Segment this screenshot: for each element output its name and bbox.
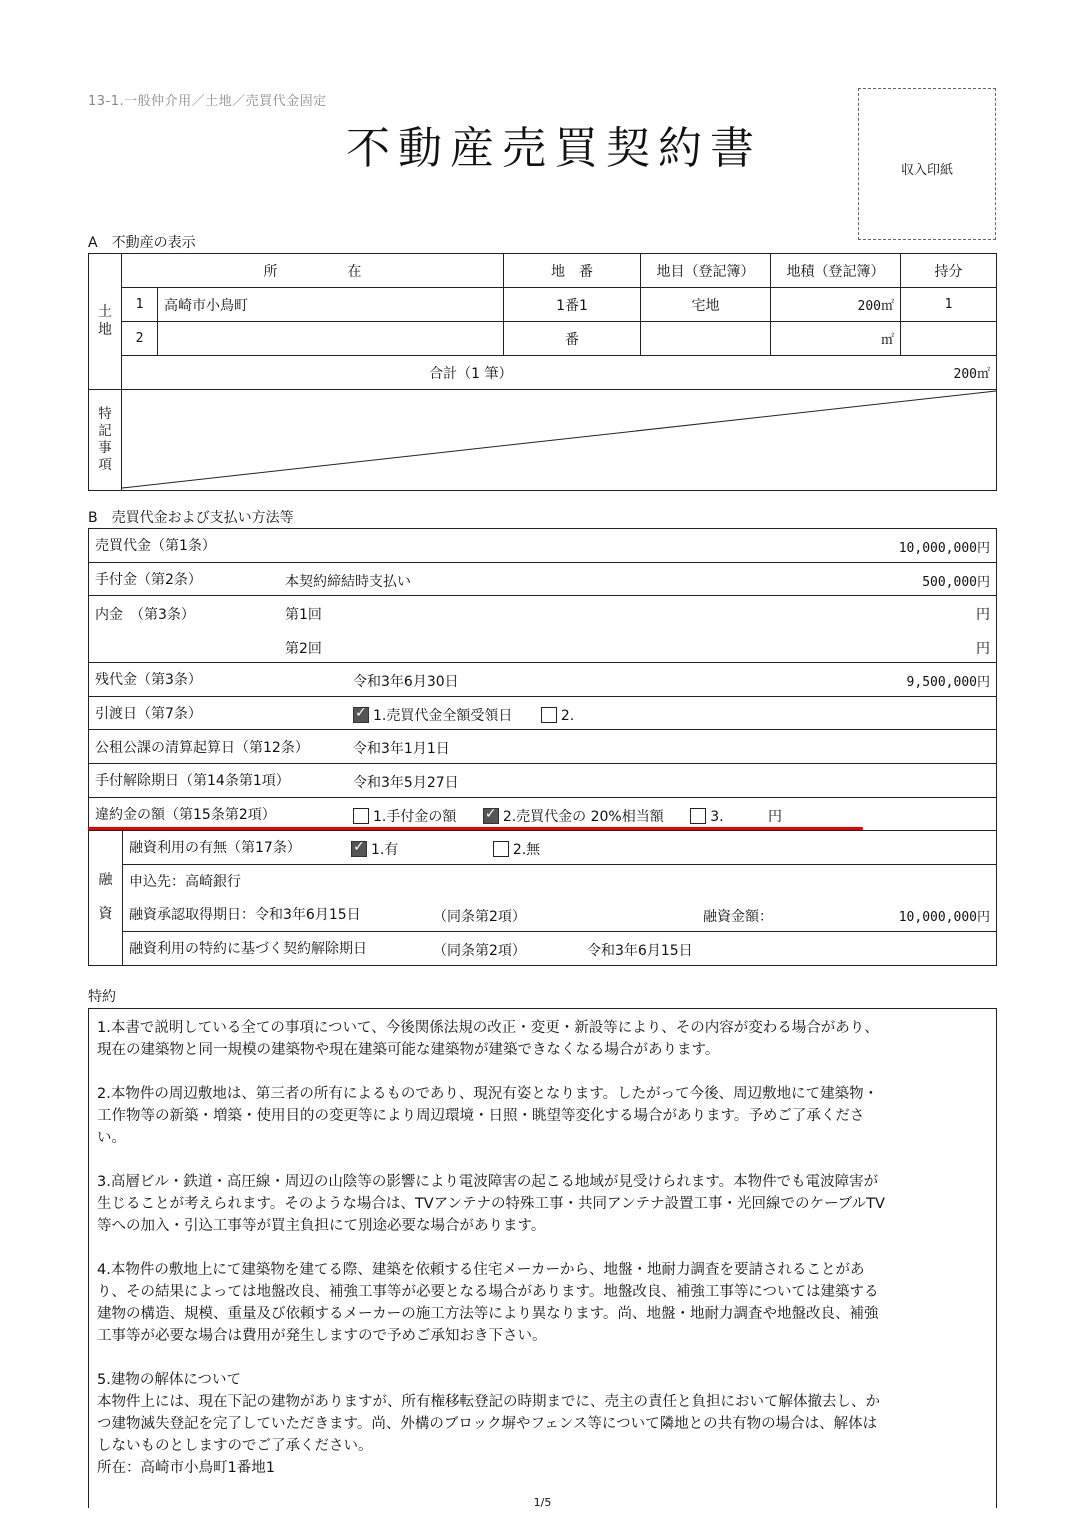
interim-label: 内金 （第3条） <box>95 607 195 624</box>
row-no: 1 <box>122 288 158 322</box>
row-lot: 番 <box>504 322 641 356</box>
penalty-opt1-checkbox[interactable] <box>353 808 369 824</box>
provision-item: 1.本書で説明している全ての事項について、今後関係法規の改正・変更・新設等により、その内容が変わる場合があり、 現在の建築物と同一規模の建築物や現在建築可能な建築物が建築できなくなる場合があります。 <box>97 1020 879 1058</box>
loan-side-label: 融 資 <box>89 831 123 965</box>
row-area: ㎡ <box>771 322 901 356</box>
header-address: 所 在 <box>122 254 504 288</box>
diagonal-strike <box>122 390 996 490</box>
lender: 申込先：高崎銀行 <box>123 864 997 898</box>
total-label: 合計（1 筆） <box>122 356 771 390</box>
red-underline-annotation <box>88 827 863 830</box>
header-share: 持分 <box>901 254 997 288</box>
loan-yes-checkbox[interactable] <box>351 841 367 857</box>
document-subtitle: 13-1.一般仲介用／土地／売買代金固定 <box>88 94 327 109</box>
loan-cancel-ref: （同条第2項） <box>433 942 526 959</box>
row-address <box>158 322 504 356</box>
loan-use-label: 融資利用の有無（第17条） <box>129 840 301 857</box>
row-no: 2 <box>122 322 158 356</box>
loan-no-label: 2.無 <box>512 842 541 859</box>
table-row <box>89 322 997 356</box>
penalty-label: 違約金の額（第15条第2項） <box>95 806 276 823</box>
penalty-opt2-label: 2.売買代金の 20%相当額 <box>502 808 664 825</box>
loan-cancel-label: 融資利用の特約に基づく契約解除期日 <box>129 941 367 958</box>
delivery-opt1-checkbox[interactable] <box>353 707 369 723</box>
row-category <box>641 322 771 356</box>
delivery-opt1-label: 1.売買代金全額受領日 <box>373 707 513 724</box>
cancel-label: 手付解除期日（第14条第1項） <box>95 773 290 790</box>
deposit-note: 本契約締結時支払い <box>285 573 411 590</box>
document-title: 不動産売買契約書 <box>346 123 762 174</box>
penalty-opt3-checkbox[interactable] <box>690 808 706 824</box>
interim-1-amount: 円 <box>976 607 990 624</box>
balance-value: 9,500,000円 <box>906 675 990 691</box>
header-category: 地目（登記簿） <box>641 254 771 288</box>
row-share: 1 <box>901 288 997 322</box>
property-table <box>88 253 997 491</box>
deposit-label: 手付金（第2条） <box>95 571 202 588</box>
land-side-label: 土 地 <box>89 254 122 390</box>
provision-item: 2.本物件の周辺敷地は、第三者の所有によるものであり、現況有姿となります。したがって今後、周辺敷地にて建築物・ 工作物等の新築・増築・使用目的の変更等により周辺環境・日照・眺望等変化する場合があります。予めご了承くださ い。 <box>97 1086 879 1146</box>
approval-ref: （同条第2項） <box>433 908 526 925</box>
loan-amount-label: 融資金額： <box>703 908 773 925</box>
deposit-value: 500,000円 <box>922 574 990 590</box>
approval-label: 融資承認取得期日：令和3年6月15日 <box>129 907 361 924</box>
loan-yes-label: 1.有 <box>371 842 399 859</box>
interim-2-amount: 円 <box>976 641 990 658</box>
loan-cancel-date: 令和3年6月15日 <box>587 942 693 959</box>
price-label: 売買代金（第1条） <box>95 538 216 555</box>
special-notes-empty-cell <box>122 390 997 491</box>
header-lot: 地 番 <box>504 254 641 288</box>
penalty-opt3-unit: 円 <box>768 808 783 825</box>
tax-date: 令和3年1月1日 <box>353 741 450 758</box>
loan-amount-value: 10,000,000円 <box>898 909 990 925</box>
interim-2-label: 第2回 <box>285 641 322 658</box>
delivery-opt2-checkbox[interactable] <box>541 707 557 723</box>
balance-label: 残代金（第3条） <box>95 672 202 689</box>
row-share <box>901 322 997 356</box>
balance-date: 令和3年6月30日 <box>353 674 459 691</box>
table-row <box>89 288 997 322</box>
section-a-label: A 不動産の表示 <box>88 235 196 251</box>
row-address: 高崎市小鳥町 <box>158 288 504 322</box>
stamp-label: 収入印紙 <box>900 163 953 178</box>
interim-1-label: 第1回 <box>285 607 322 624</box>
row-lot: 1番1 <box>504 288 641 322</box>
delivery-label: 引渡日（第7条） <box>95 706 202 723</box>
loan-no-checkbox[interactable] <box>493 841 509 857</box>
tax-label: 公租公課の清算起算日（第12条） <box>95 739 309 756</box>
row-category: 宅地 <box>641 288 771 322</box>
provision-item: 3.高層ビル・鉄道・高圧線・周辺の山陰等の影響により電波障害の起こる地域が見受けられます。本物件でも電波障害が 生じることが考えられます。そのような場合は、TVアンテナの特殊工事・共同アンテナ設置工事・光回線でのケーブルTV 等への加入・引込工事等が買主負担にて別途必要な場合があります。 <box>97 1174 885 1234</box>
revenue-stamp-box <box>858 88 996 240</box>
penalty-opt1-label: 1.手付金の額 <box>373 808 457 825</box>
penalty-opt2-checkbox[interactable] <box>483 808 499 824</box>
delivery-opt2-label: 2. <box>560 707 575 724</box>
provision-item: 4.本物件の敷地上にて建築物を建てる際、建築を依頼する住宅メーカーから、地盤・地耐力調査を要請されることがあ り、その結果によっては地盤改良、補強工事等が必要となる場合があります。地盤改良、補強工事等については建築する 建物の構造、規模、重量及び依頼するメーカーの施工方法等により異なります。尚、地盤・地耐力調査や地盤改良、補強 工事等が必要な場合は費用が発生しますので予めご承知おき下さい。 <box>97 1262 879 1344</box>
special-notes-side-label: 特 記 事 項 <box>89 390 122 491</box>
header-area: 地積（登記簿） <box>771 254 901 288</box>
provision-item: 5.建物の解体について 本物件上には、現在下記の建物がありますが、所有権移転登記の時期までに、売主の責任と負担において解体撤去し、か つ建物滅失登記を完了していただきます。尚、外構のブロック塀やフェンス等について隣地との共有物の場合は、解体は しないものとしますのでご了承ください。 所在：高崎市小鳥町1番地1 <box>97 1372 880 1476</box>
price-value: 10,000,000円 <box>898 541 990 556</box>
row-area: 200㎡ <box>771 288 901 322</box>
total-area: 200㎡ <box>771 356 997 390</box>
penalty-opt3-label: 3. <box>710 808 724 825</box>
page-number: 1/5 <box>533 1496 552 1509</box>
special-provisions-label: 特約 <box>88 989 116 1005</box>
payment-table <box>88 528 997 966</box>
special-provisions-box <box>88 1008 997 1508</box>
section-b-label: B 売買代金および支払い方法等 <box>88 510 294 526</box>
cancel-date: 令和3年5月27日 <box>353 774 459 791</box>
